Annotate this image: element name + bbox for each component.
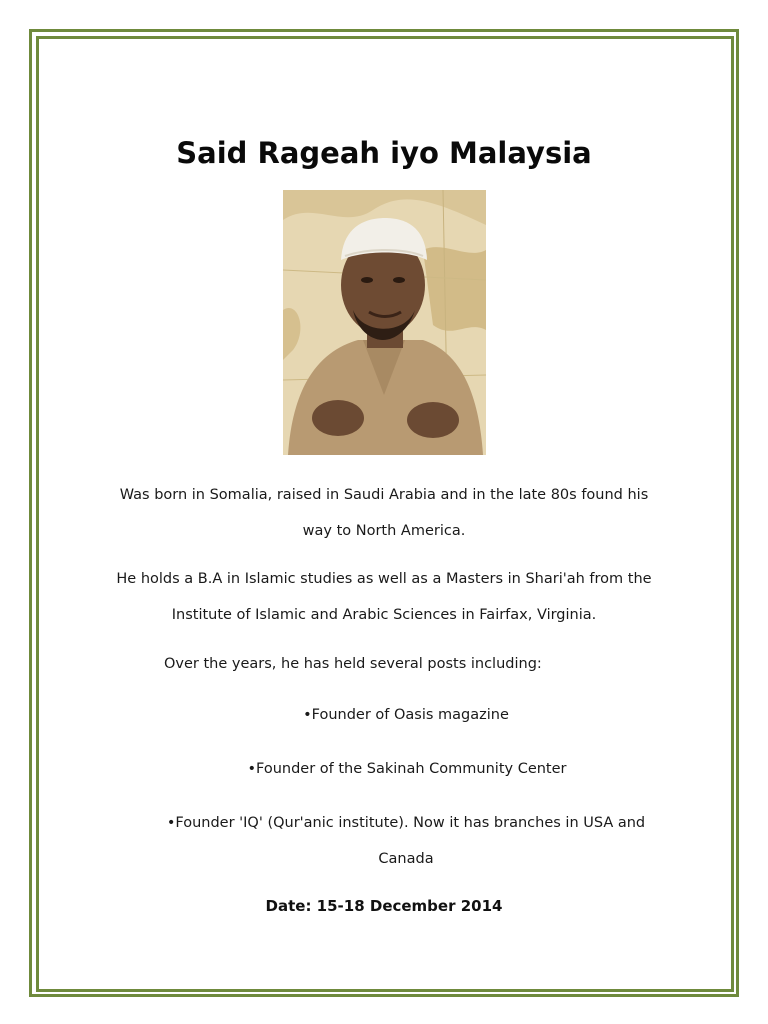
page-title: Said Rageah iyo Malaysia — [176, 136, 592, 170]
bio-paragraph-1-line-2: way to North America. — [302, 523, 466, 539]
bio-paragraph-2-line-1: He holds a B.A in Islamic studies as well as a Masters in Shari'ah from the — [116, 571, 652, 587]
post-item-iq — [90, 805, 722, 877]
post-item-sakinah: •Founder of the Sakinah Community Center — [247, 761, 567, 777]
bio-paragraph-2-line-2: Institute of Islamic and Arabic Sciences in Fairfax, Virginia. — [171, 607, 597, 623]
post-item-iq-line-1: •Founder 'IQ' (Qur'anic institute). Now it has branches in USA and — [166, 815, 646, 831]
event-date: Date: 15-18 December 2014 — [265, 897, 503, 915]
bio-paragraph-1 — [90, 477, 678, 549]
speaker-photo — [283, 190, 486, 455]
post-item-iq-line-2: Canada — [378, 851, 434, 867]
post-item-oasis: •Founder of Oasis magazine — [303, 707, 509, 723]
bio-paragraph-1-line-1: Was born in Somalia, raised in Saudi Arabia and in the late 80s found his — [119, 487, 649, 503]
posts-intro: Over the years, he has held several posts including: — [164, 656, 542, 672]
bio-paragraph-2 — [90, 561, 678, 633]
